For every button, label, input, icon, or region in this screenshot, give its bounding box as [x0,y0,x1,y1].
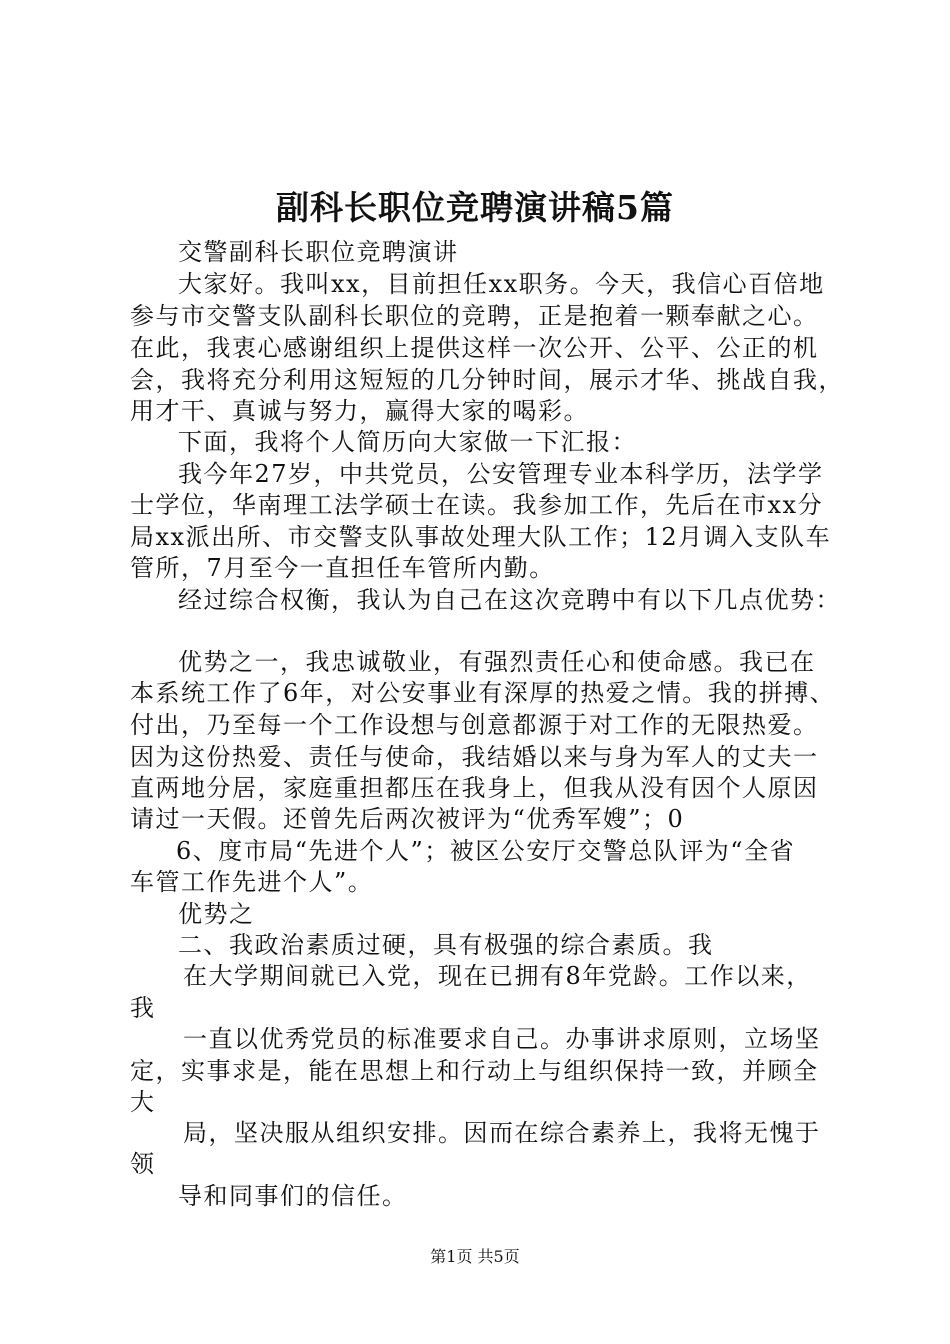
text-line: 优势之一，我忠诚敬业，有强烈责任心和使命感。我已在 [178,648,816,676]
text-line: 在此，我衷心感谢组织上提供这样一次公开、公平、公正的机 [130,334,819,362]
text-line: 参与市交警支队副科长职位的竞聘，正是抱着一颗奉献之心。 [130,302,819,330]
text-line: 定，实事求是，能在思想上和行动上与组织保持一致，并顾全 [130,1057,819,1085]
text-line: 下面，我将个人简历向大家做一下汇报： [178,428,637,456]
text-line: 6、度市局“先进个人”；被区公安厅交警总队评为“全省 [176,837,796,865]
text-line: 付出，乃至每一个工作设想与创意都源于对工作的无限热爱。 [130,711,819,739]
text-line: 我 [130,994,156,1022]
text-line: 优势之 [178,900,255,928]
text-line: 一直以优秀党员的标准要求自己。办事讲求原则，立场坚 [183,1025,821,1053]
text-line: 用才干、真诚与努力，赢得大家的喝彩。 [130,397,589,425]
text-line: 士学位，华南理工法学硕士在读。我参加工作，先后在市xx分 [130,491,824,519]
text-line: 交警副科长职位竞聘演讲 [178,238,459,266]
text-line: 大 [130,1088,156,1116]
text-line: 导和同事们的信任。 [178,1182,408,1210]
text-line: 二、我政治素质过硬，具有极强的综合素质。我 [178,931,714,959]
text-line: 因为这份热爱、责任与使命，我结婚以来与身为军人的丈夫一 [130,743,819,771]
text-line: 我今年27岁，中共党员，公安管理专业本科学历，法学学 [178,460,824,488]
text-line: 大家好。我叫xx，目前担任xx职务。今天，我信心百倍地 [178,270,825,298]
text-line: 车管工作先进个人”。 [130,868,374,896]
text-line: 经过综合权衡，我认为自己在这次竞聘中有以下几点优势： [178,586,841,614]
text-line: 领 [130,1150,156,1178]
text-line: 本系统工作了6年，对公安事业有深厚的热爱之情。我的拼搏、 [130,679,836,707]
text-line: 请过一天假。还曾先后两次被评为“优秀军嫂”；0 [130,805,685,833]
text-line: 在大学期间就已入党，现在已拥有8年党龄。工作以来， [183,962,812,990]
text-line: 局xx派出所、市交警支队事故处理大队工作；12月调入支队车 [130,523,832,551]
text-line: 会，我将充分利用这短短的几分钟时间，展示才华、挑战自我， [130,366,844,394]
text-line: 直两地分居，家庭重担都压在我身上，但我从没有因个人原因 [130,774,819,802]
page-title: 副科长职位竞聘演讲稿5篇 [276,188,674,227]
page-number: 第1页 共5页 [430,1247,520,1266]
text-line: 局，坚决服从组织安排。因而在综合素养上，我将无愧于 [183,1119,821,1147]
text-line: 管所，7月至今一直担任车管所内勤。 [130,554,555,582]
